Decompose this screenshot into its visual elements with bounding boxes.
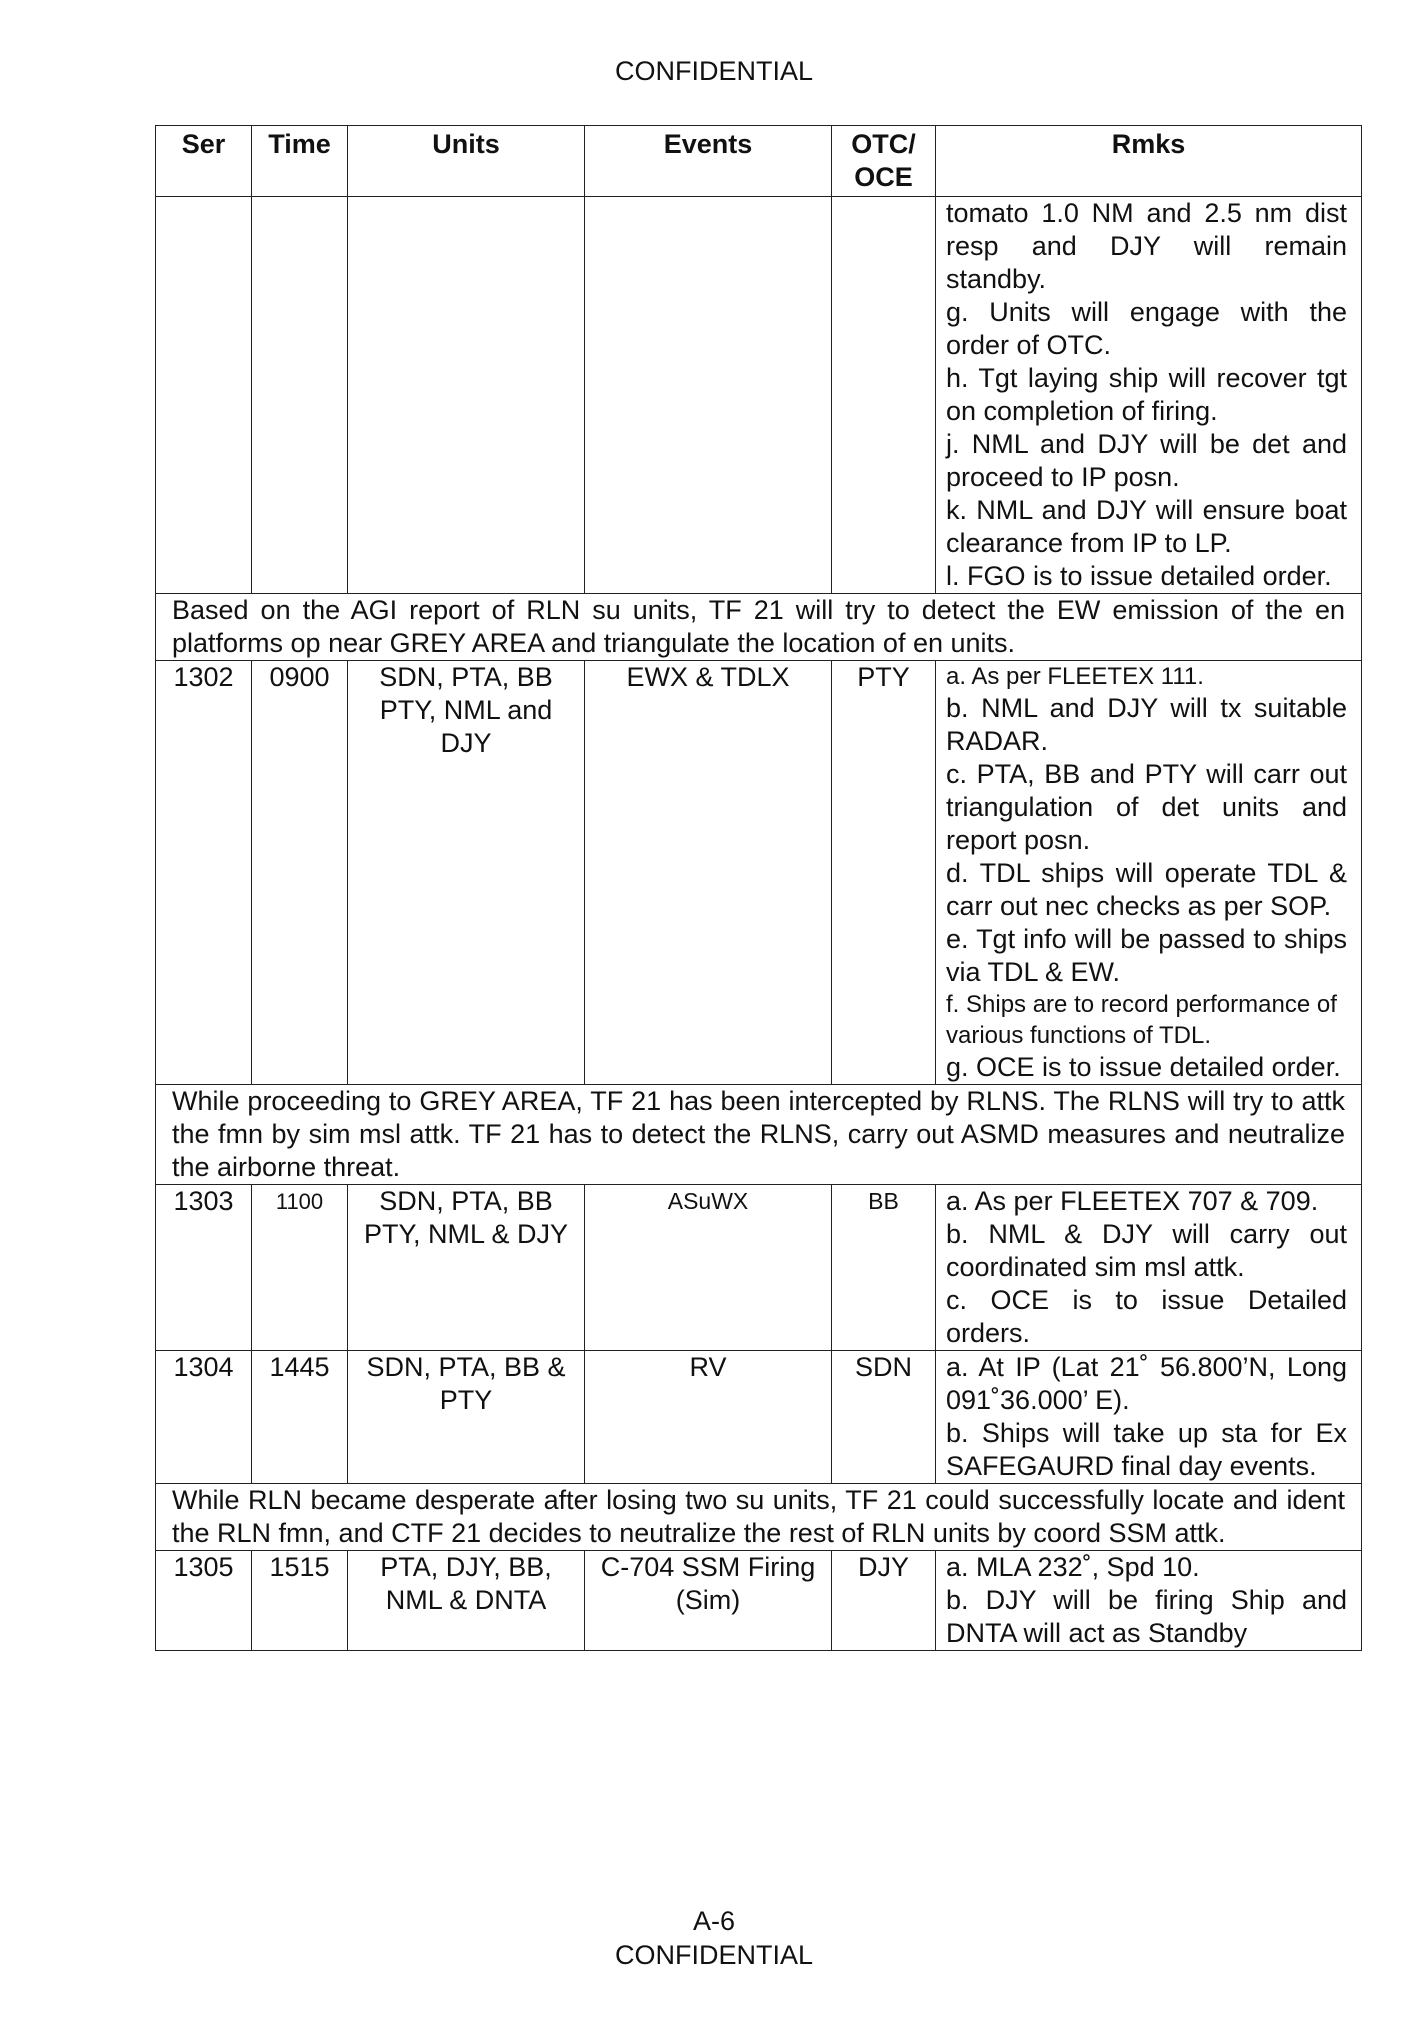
remark: h. Tgt laying ship will recover tgt on completion of firing. xyxy=(946,363,1347,426)
serial-row-1302 xyxy=(156,661,1362,1085)
serial-row-1305 xyxy=(156,1551,1362,1651)
remark: b. NML and DJY will tx suitable RADAR. xyxy=(946,693,1347,756)
header-rmks: Rmks xyxy=(936,126,1362,197)
otc-cell: SDN xyxy=(832,1351,936,1484)
rmks-cell xyxy=(936,1185,1362,1351)
header-time: Time xyxy=(252,126,348,197)
remark: b. DJY will be firing Ship and DNTA will act as Standby xyxy=(946,1585,1347,1648)
ser-cell: 1304 xyxy=(156,1351,252,1484)
time-cell: 0900 xyxy=(252,661,348,1085)
remark: c. PTA, BB and PTY will carr out triangulation of det units and report posn. xyxy=(946,759,1347,855)
page-number: A-6 xyxy=(692,1906,736,1936)
remark: g. Units will engage with the order of OTC. xyxy=(946,297,1347,360)
rmks-cell xyxy=(936,1551,1362,1651)
narrative-text: While RLN became desperate after losing two su units, TF 21 could successfully locate and ident the RLN fmn, and CTF 21 decides to neutralize the rest of RLN units by coord SSM attk. xyxy=(156,1484,1362,1551)
schedule-table xyxy=(155,125,1362,1651)
ser-cell: 1303 xyxy=(156,1185,252,1351)
continuation-row xyxy=(156,197,1362,594)
ser-cell: 1305 xyxy=(156,1551,252,1651)
otc-cell: DJY xyxy=(832,1551,936,1651)
time-cell: 1100 xyxy=(252,1185,348,1351)
narrative-row xyxy=(156,1484,1362,1551)
remark: k. NML and DJY will ensure boat clearance from IP to LP. xyxy=(946,495,1347,558)
events-cell: C-704 SSM Firing (Sim) xyxy=(585,1551,832,1651)
header-ser: Ser xyxy=(156,126,252,197)
narrative-row xyxy=(156,1085,1362,1185)
continuation-rmks xyxy=(936,197,1362,594)
classification-footer: CONFIDENTIAL xyxy=(614,1940,814,1970)
remark: a. MLA 232˚, Spd 10. xyxy=(946,1552,1200,1582)
remark: a. As per FLEETEX 111. xyxy=(946,663,1204,690)
remark: f. Ships are to record performance of various functions of TDL. xyxy=(946,991,1337,1049)
remark: e. Tgt info will be passed to ships via TDL & EW. xyxy=(946,924,1347,987)
header-otc-oce: OTC/ OCE xyxy=(832,126,936,197)
remark: j. NML and DJY will be det and proceed to IP posn. xyxy=(946,429,1347,492)
events-cell: RV xyxy=(585,1351,832,1484)
remark: b. NML & DJY will carry out coordinated sim msl attk. xyxy=(946,1219,1347,1282)
header-events: Events xyxy=(585,126,832,197)
serial-row-1303 xyxy=(156,1185,1362,1351)
units-cell: PTA, DJY, BB, NML & DNTA xyxy=(348,1551,585,1651)
events-cell: EWX & TDLX xyxy=(585,661,832,1085)
narrative-text: Based on the AGI report of RLN su units, TF 21 will try to detect the EW emission of the en platforms op near GREY AREA and triangulate the location of en units. xyxy=(156,594,1362,661)
otc-cell: BB xyxy=(832,1185,936,1351)
remark: tomato 1.0 NM and 2.5 nm dist resp and DJY will remain standby. xyxy=(946,198,1347,294)
header-row xyxy=(156,126,1362,197)
narrative-row xyxy=(156,594,1362,661)
units-cell: SDN, PTA, BB PTY, NML & DJY xyxy=(348,1185,585,1351)
ser-cell: 1302 xyxy=(156,661,252,1085)
narrative-text: While proceeding to GREY AREA, TF 21 has been intercepted by RLNS. The RLNS will try to attk the fmn by sim msl attk. TF 21 has to detect the RLNS, carry out ASMD measures and neutralize the airborne threat. xyxy=(156,1085,1362,1185)
remark: c. OCE is to issue Detailed orders. xyxy=(946,1285,1347,1348)
units-cell: SDN, PTA, BB PTY, NML and DJY xyxy=(348,661,585,1085)
classification-header: CONFIDENTIAL xyxy=(614,56,814,86)
serial-row-1304 xyxy=(156,1351,1362,1484)
events-cell: ASuWX xyxy=(585,1185,832,1351)
rmks-cell xyxy=(936,661,1362,1085)
remark: b. Ships will take up sta for Ex SAFEGAURD final day events. xyxy=(946,1418,1347,1481)
remark: d. TDL ships will operate TDL & carr out nec checks as per SOP. xyxy=(946,858,1347,921)
time-cell: 1445 xyxy=(252,1351,348,1484)
remark: a. At IP (Lat 21˚ 56.800’N, Long 091˚36.000’ E). xyxy=(946,1352,1347,1415)
remark: g. OCE is to issue detailed order. xyxy=(946,1052,1341,1082)
remark: l. FGO is to issue detailed order. xyxy=(946,561,1332,591)
remark: a. As per FLEETEX 707 & 709. xyxy=(946,1186,1319,1216)
rmks-cell xyxy=(936,1351,1362,1484)
header-units: Units xyxy=(348,126,585,197)
units-cell: SDN, PTA, BB & PTY xyxy=(348,1351,585,1484)
otc-cell: PTY xyxy=(832,661,936,1085)
time-cell: 1515 xyxy=(252,1551,348,1651)
